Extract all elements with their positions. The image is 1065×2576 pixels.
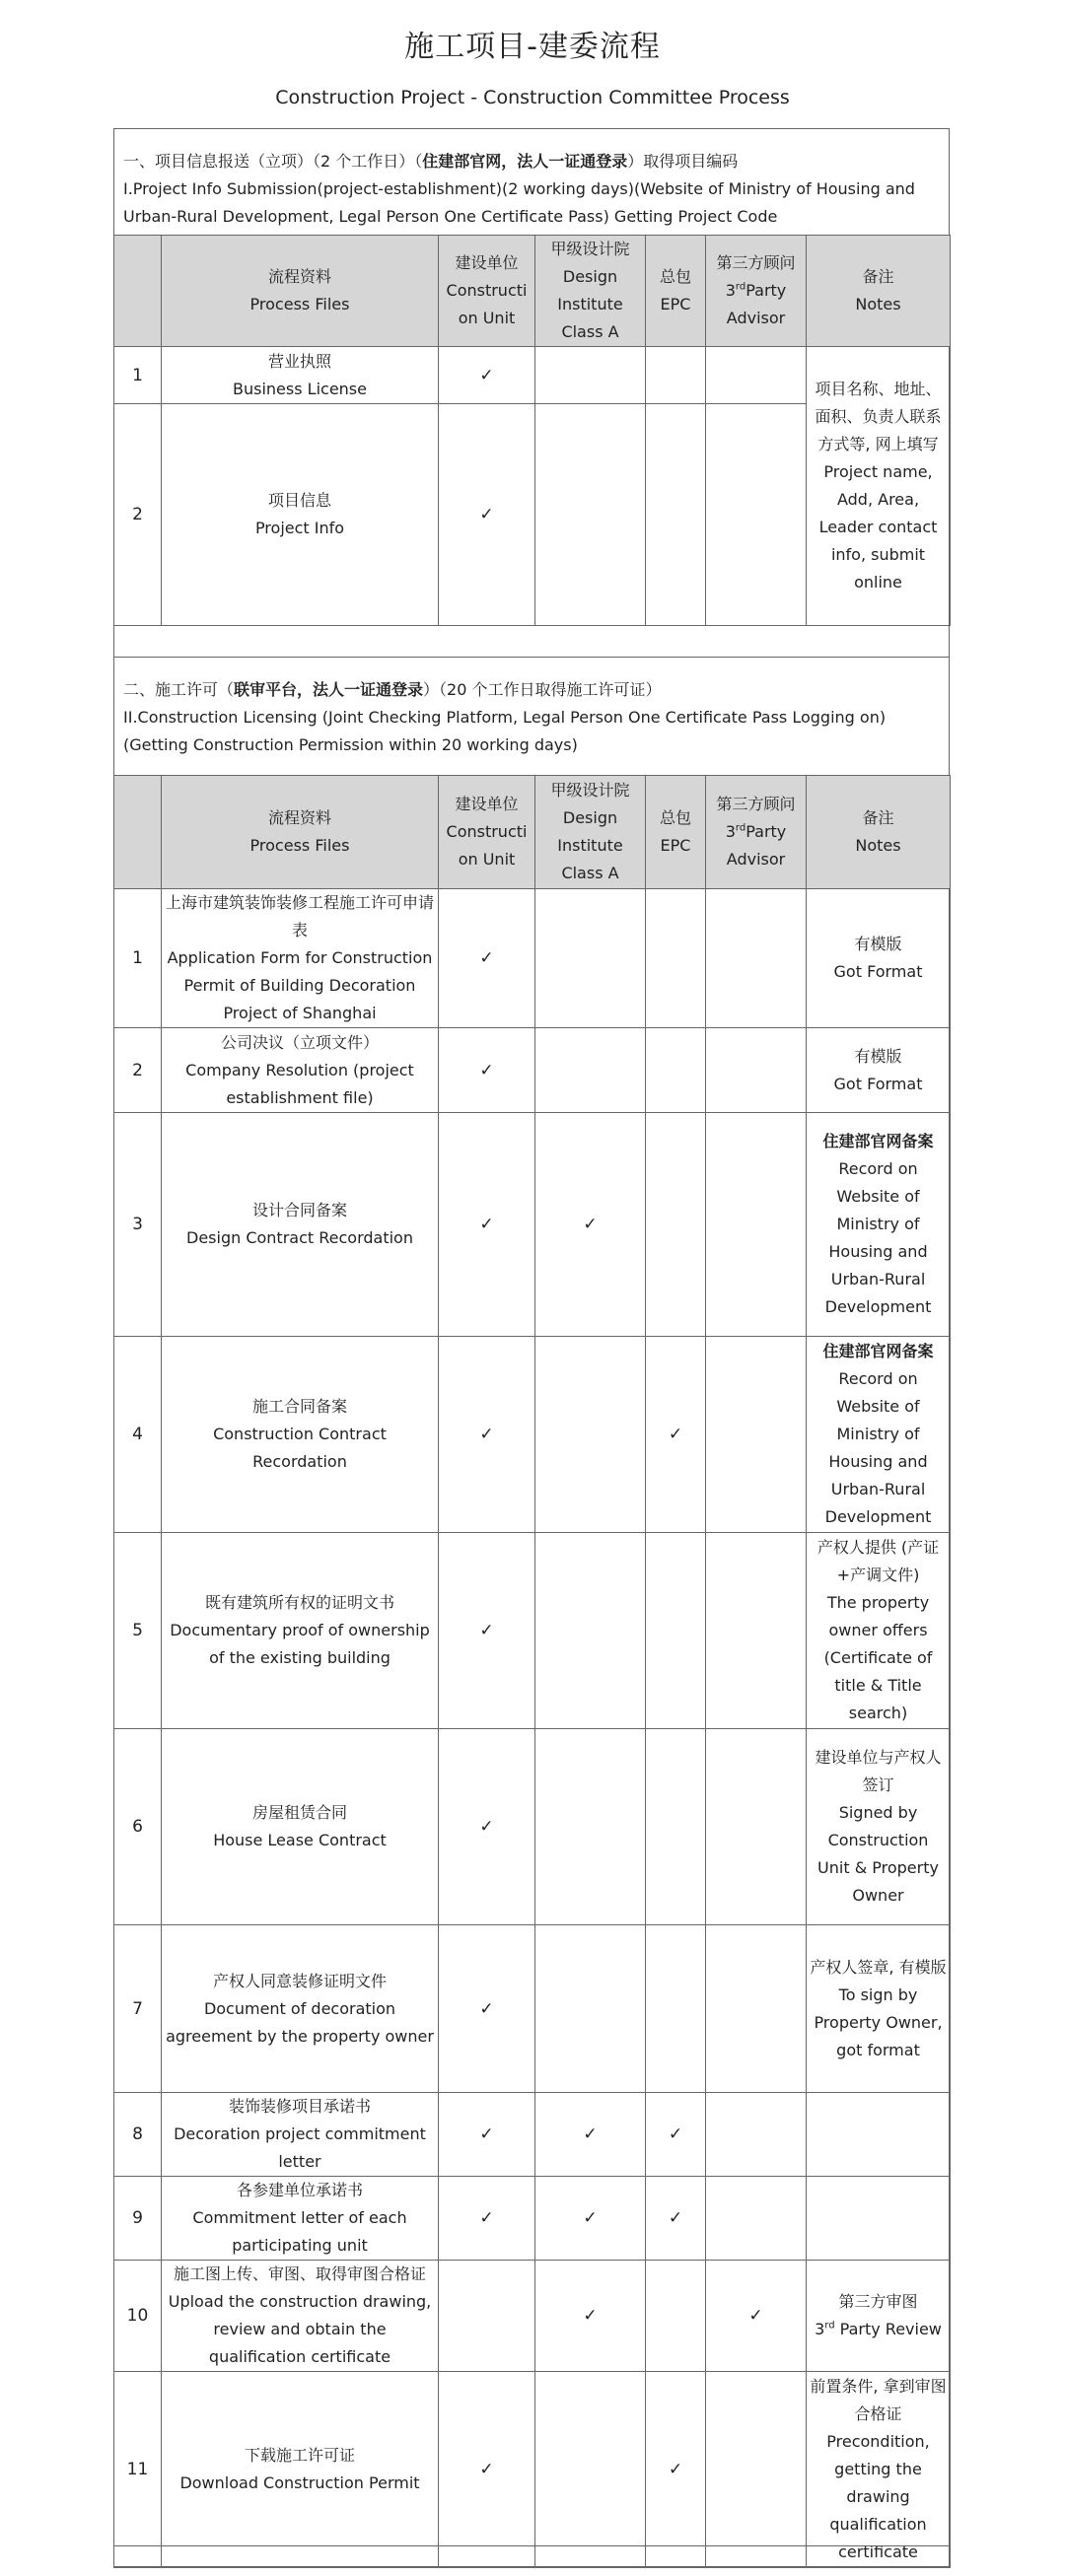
notes-en: To sign by Property Owner, got format (814, 1984, 943, 2059)
advisor-check (706, 1533, 807, 1729)
epc-check: ✓ (646, 1337, 706, 1533)
notes-en-pre: 3 (815, 2320, 825, 2338)
header-epc (646, 236, 706, 347)
header-advisor (706, 776, 807, 889)
process-file-en: Company Resolution (project establishment file) (185, 1060, 414, 1107)
design-institute-check (535, 1925, 646, 2093)
design-institute-check: ✓ (535, 1113, 646, 1337)
section1-heading-cn (123, 148, 940, 175)
design-institute-check (535, 1028, 646, 1113)
epc-check: ✓ (646, 2093, 706, 2177)
advisor-check: ✓ (706, 2261, 807, 2372)
table-row (114, 1028, 951, 1113)
process-file-cn: 装饰装修项目承诺书 (228, 2097, 371, 2116)
notes-cell (807, 2093, 951, 2177)
advisor-check (706, 404, 807, 626)
section2-header-row (114, 776, 951, 889)
process-file (162, 404, 439, 626)
table-row (114, 1113, 951, 1337)
process-file-cn: 设计合同备案 (251, 1201, 347, 1219)
header-design-institute-en: Design Institute Class A (557, 267, 623, 341)
table-row (114, 1533, 951, 1729)
process-file-cn: 施工合同备案 (251, 1397, 347, 1416)
construction-unit-check: ✓ (439, 1729, 535, 1925)
notes-cell: 项目名称、地址、面积、负责人联系方式等, 网上填写 Project name, Add, Area, Leader contact info, submit online (807, 347, 951, 626)
section1-table (113, 235, 951, 626)
process-file-cn: 上海市建筑装饰装修工程施工许可申请表 (165, 893, 434, 940)
section2-heading-cn (123, 676, 940, 704)
section2-heading-en-2: (Getting Construction Permission within 20 working days) (123, 735, 578, 754)
row-number: 4 (114, 1337, 162, 1533)
process-file-en: Decoration project commitment letter (174, 2124, 426, 2171)
notes-cn: 住建部官网备案 (822, 1342, 934, 1360)
header-epc-en: EPC (660, 836, 691, 855)
header-epc-cn: 总包 (659, 808, 691, 827)
design-institute-check: ✓ (535, 2093, 646, 2177)
advisor-check (706, 1729, 807, 1925)
header-construction-unit-en: Construction Unit (446, 822, 528, 869)
process-file (162, 347, 439, 404)
process-file-en: Documentary proof of ownership of the existing building (170, 1621, 430, 1667)
header-construction-unit (439, 236, 535, 347)
table-row (114, 1337, 951, 1533)
notes-cell (807, 1337, 951, 1533)
epc-check (646, 347, 706, 404)
header-process-files-en: Process Files (249, 836, 350, 855)
notes-en: The property owner offers (Certificate of title & Title search) (823, 1593, 933, 1722)
header-blank (114, 776, 162, 889)
construction-unit-check: ✓ (439, 404, 535, 626)
process-file (162, 1533, 439, 1729)
section2-heading-en-1: II.Construction Licensing (Joint Checking Platform, Legal Person One Certificate Pass Logging on) (123, 708, 887, 727)
design-institute-check: ✓ (535, 2261, 646, 2372)
construction-unit-check: ✓ (439, 1113, 535, 1337)
advisor-check (706, 2177, 807, 2261)
advisor-check (706, 1113, 807, 1337)
process-file-en: Design Contract Recordation (186, 1228, 413, 1247)
process-file (162, 2372, 439, 2568)
notes-cn: 前置条件, 拿到审图合格证 (810, 2377, 947, 2423)
process-file-cn: 施工图上传、审图、取得审图合格证 (173, 2264, 426, 2283)
notes-cn: 产权人签章, 有模版 (810, 1957, 947, 1977)
notes-en-sup: rd (824, 2320, 835, 2332)
section1-heading-cn-bold: 住建部官网，法人一证通登录 (422, 152, 628, 171)
notes-en: Got Format (833, 1074, 923, 1093)
process-file-en: Application Form for Construction Permit of Building Decoration Project of Shanghai (167, 948, 433, 1022)
table-row (114, 2261, 951, 2372)
process-file-en: Business License (233, 379, 367, 398)
header-construction-unit (439, 776, 535, 889)
header-notes-cn: 备注 (862, 808, 894, 827)
section1-header-row (114, 236, 951, 347)
header-advisor-cn: 第三方顾问 (716, 253, 796, 272)
construction-unit-check: ✓ (439, 1337, 535, 1533)
design-institute-check (535, 1729, 646, 1925)
epc-check (646, 1729, 706, 1925)
header-advisor-en-post: Party Advisor (726, 281, 787, 327)
process-file-cn: 产权人同意装修证明文件 (212, 1971, 387, 1990)
construction-unit-check: ✓ (439, 1028, 535, 1113)
row-number: 11 (114, 2372, 162, 2568)
header-construction-unit-en: Construction Unit (446, 281, 528, 327)
epc-check: ✓ (646, 2177, 706, 2261)
table-row (114, 2177, 951, 2261)
section2-heading-cn-bold: 联审平台，法人一证通登录 (234, 680, 424, 699)
row-number: 10 (114, 2261, 162, 2372)
header-design-institute-cn: 甲级设计院 (550, 240, 630, 258)
table-row (114, 1925, 951, 2093)
section2-table (113, 775, 951, 2568)
construction-unit-check: ✓ (439, 1925, 535, 2093)
process-file-cn: 项目信息 (267, 491, 331, 510)
notes-cn: 产权人提供 (产证+产调文件) (816, 1538, 940, 1584)
table-row (114, 2093, 951, 2177)
row-number: 9 (114, 2177, 162, 2261)
header-epc-cn: 总包 (659, 267, 691, 286)
section2-heading-cn-pre: 二、施工许可（ (123, 680, 235, 699)
design-institute-check (535, 347, 646, 404)
header-process-files (162, 236, 439, 347)
section1-heading-cn-post: ）取得项目编码 (627, 152, 739, 171)
bottom-divider (113, 2545, 950, 2546)
advisor-check (706, 1925, 807, 2093)
construction-unit-check: ✓ (439, 1533, 535, 1729)
row-number: 3 (114, 1113, 162, 1337)
notes-en: Record on Website of Ministry of Housing and Urban-Rural Development (824, 1159, 932, 1316)
row-number: 7 (114, 1925, 162, 2093)
header-advisor-cn: 第三方顾问 (716, 795, 796, 813)
notes-cn: 第三方审图 (838, 2292, 918, 2311)
epc-check: ✓ (646, 2372, 706, 2568)
advisor-check (706, 347, 807, 404)
epc-check (646, 1533, 706, 1729)
process-file (162, 889, 439, 1028)
advisor-check (706, 1337, 807, 1533)
design-institute-check (535, 889, 646, 1028)
header-advisor-en-post: Party Advisor (726, 822, 787, 869)
document-subtitle: Construction Project - Construction Committee Process (275, 87, 790, 108)
header-notes-cn: 备注 (862, 267, 894, 286)
construction-unit-check (439, 2261, 535, 2372)
process-file-cn: 营业执照 (267, 351, 331, 371)
notes-en: Record on Website of Ministry of Housing and Urban-Rural Development (824, 1369, 932, 1526)
process-file (162, 1925, 439, 2093)
notes-cell (807, 1533, 951, 1729)
design-institute-check (535, 1337, 646, 1533)
notes-cell (807, 1113, 951, 1337)
notes-cell (807, 1925, 951, 2093)
notes-cn: 有模版 (854, 1046, 902, 1066)
section1-heading-cn-pre: 一、项目信息报送（立项）（2 个工作日）（ (123, 152, 423, 171)
header-epc-en: EPC (660, 295, 691, 313)
advisor-check (706, 2372, 807, 2568)
header-construction-unit-cn: 建设单位 (455, 795, 519, 813)
section2-heading-cn-post: ）（20 个工作日取得施工许可证） (423, 680, 662, 699)
section2-body (114, 889, 951, 2568)
header-advisor-en-sup: rd (735, 822, 746, 834)
header-notes (807, 776, 951, 889)
process-file-cn: 各参建单位承诺书 (236, 2181, 363, 2199)
construction-unit-check: ✓ (439, 889, 535, 1028)
notes-cell (807, 889, 951, 1028)
notes-cell (807, 2372, 951, 2568)
process-file-en: Commitment letter of each participating unit (192, 2208, 407, 2255)
advisor-check (706, 2093, 807, 2177)
epc-check (646, 1028, 706, 1113)
process-file-en: Upload the construction drawing, review and obtain the qualification certificate (168, 2292, 432, 2366)
header-blank (114, 236, 162, 347)
section1-heading-en: I.Project Info Submission(project-establishment)(2 working days)(Website of Ministry of Housing and Urban-Rural Development, Legal Person One Certificate Pass) Getting Project Code (123, 179, 915, 226)
header-process-files-en: Process Files (249, 295, 350, 313)
process-file (162, 1028, 439, 1113)
epc-check (646, 889, 706, 1028)
process-file (162, 2177, 439, 2261)
header-design-institute (535, 776, 646, 889)
table-row (114, 1729, 951, 1925)
notes-en: Got Format (833, 962, 923, 981)
row-number: 2 (114, 404, 162, 626)
header-construction-unit-cn: 建设单位 (455, 253, 519, 272)
notes-cell (807, 2177, 951, 2261)
design-institute-check: ✓ (535, 2177, 646, 2261)
header-process-files (162, 776, 439, 889)
document-title: 施工项目-建委流程 (404, 30, 661, 64)
epc-check (646, 404, 706, 626)
notes-cell (807, 1028, 951, 1113)
header-design-institute (535, 236, 646, 347)
process-file-cn: 房屋租赁合同 (251, 1803, 347, 1822)
process-file-cn: 下载施工许可证 (244, 2446, 355, 2465)
notes-cn: 住建部官网备案 (822, 1132, 934, 1150)
process-file (162, 1337, 439, 1533)
header-epc (646, 776, 706, 889)
process-file-en: Document of decoration agreement by the property owner (166, 1998, 434, 2046)
section1-heading (113, 140, 950, 239)
notes-cell (807, 1729, 951, 1925)
design-institute-check (535, 2372, 646, 2568)
notes-cell (807, 2261, 951, 2372)
advisor-check (706, 1028, 807, 1113)
design-institute-check (535, 1533, 646, 1729)
header-process-files-cn: 流程资料 (267, 808, 331, 827)
header-process-files-cn: 流程资料 (267, 267, 331, 286)
process-file-en: Construction Contract Recordation (213, 1425, 387, 1471)
section2-heading (113, 668, 950, 767)
table-row (114, 2372, 951, 2568)
section-divider (113, 657, 950, 658)
header-notes-en: Notes (855, 836, 901, 855)
construction-unit-check: ✓ (439, 2372, 535, 2568)
process-file (162, 1113, 439, 1337)
design-institute-check (535, 404, 646, 626)
epc-check (646, 1925, 706, 2093)
row-number: 1 (114, 889, 162, 1028)
header-design-institute-en: Design Institute Class A (557, 808, 623, 882)
header-advisor-en (709, 277, 803, 332)
notes-en: Precondition, getting the drawing qualification certificate (826, 2432, 930, 2561)
epc-check (646, 1113, 706, 1337)
notes-en (810, 2316, 947, 2343)
process-file (162, 1729, 439, 1925)
header-advisor-en-pre: 3 (725, 822, 736, 841)
advisor-check (706, 889, 807, 1028)
construction-unit-check: ✓ (439, 2093, 535, 2177)
process-file-cn: 公司决议（立项文件） (220, 1032, 379, 1052)
process-file-en: Download Construction Permit (179, 2473, 420, 2492)
header-design-institute-cn: 甲级设计院 (550, 781, 630, 800)
header-notes-en: Notes (855, 295, 901, 313)
row-number: 8 (114, 2093, 162, 2177)
process-file (162, 2261, 439, 2372)
row-number: 5 (114, 1533, 162, 1729)
row-number: 6 (114, 1729, 162, 1925)
construction-unit-check: ✓ (439, 2177, 535, 2261)
process-file-cn: 既有建筑所有权的证明文书 (204, 1593, 394, 1612)
table-row (114, 347, 951, 404)
row-number: 1 (114, 347, 162, 404)
table-row (114, 889, 951, 1028)
process-file-en: House Lease Contract (213, 1831, 387, 1849)
notes-en-post: Party Review (834, 2320, 942, 2338)
notes-cn: 建设单位与产权人签订 (815, 1748, 942, 1794)
process-file-en: Project Info (254, 519, 345, 537)
header-advisor-en-pre: 3 (725, 281, 736, 300)
header-advisor-en (709, 818, 803, 873)
header-notes (807, 236, 951, 347)
notes-cn: 有模版 (854, 935, 902, 953)
epc-check (646, 2261, 706, 2372)
process-file (162, 2093, 439, 2177)
header-advisor (706, 236, 807, 347)
header-advisor-en-sup: rd (735, 281, 746, 293)
notes-en: Signed by Construction Unit & Property Owner (817, 1803, 939, 1905)
row-number: 2 (114, 1028, 162, 1113)
construction-unit-check: ✓ (439, 347, 535, 404)
